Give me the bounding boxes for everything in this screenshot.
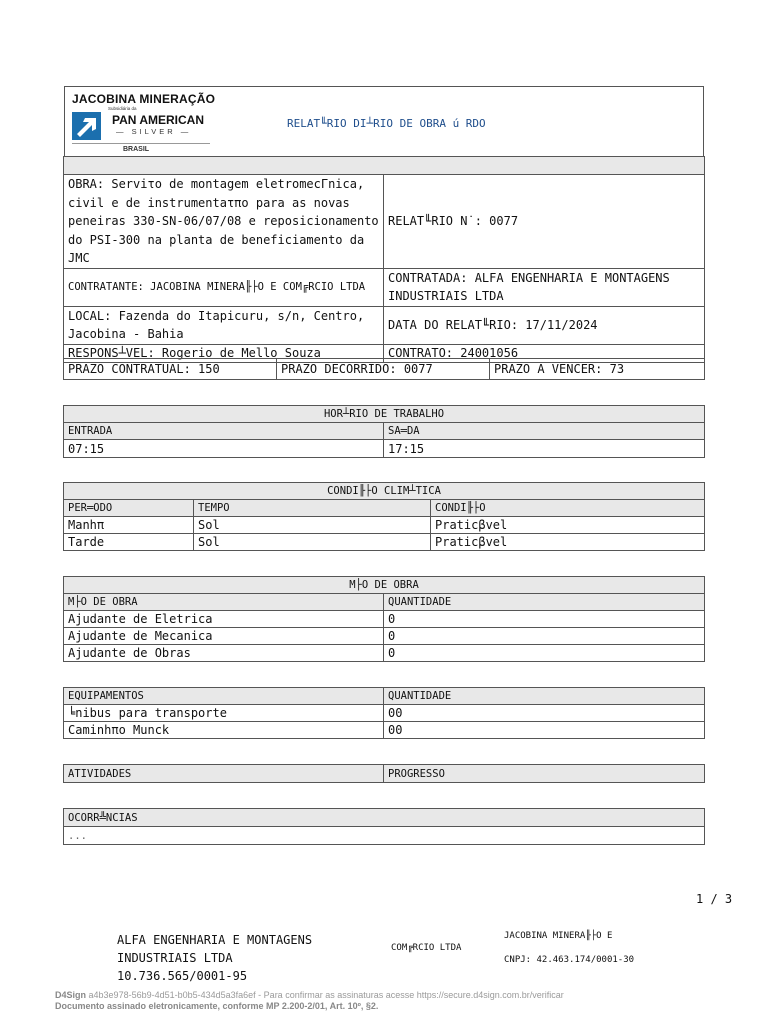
table-row <box>64 705 705 722</box>
quantidade-cell: 00 <box>384 722 705 739</box>
progresso-header: PROGRESSO <box>384 765 705 783</box>
footer-contratante-cnpj: CNPJ: 42.463.174/0001-30 <box>504 955 635 965</box>
equipamento-cell: Caminhπo Munck <box>64 722 384 739</box>
periodo-cell: Tarde <box>64 534 194 551</box>
table-row <box>64 611 705 628</box>
pan-american-logo-icon <box>72 112 101 140</box>
atividades-table <box>63 764 705 783</box>
clima-title: CONDI╟├O CLIM┴TICA <box>64 483 705 500</box>
contrato-field: CONTRATO: 24001056 <box>384 344 705 362</box>
data-relatorio-field: DATA DO RELAT╙RIO: 17/11/2024 <box>384 306 705 344</box>
ocorrencias-value: ... <box>64 827 705 845</box>
contratada-field: CONTRATADA: ALFA ENGENHARIA E MONTAGENS INDUSTRIAIS LTDA <box>384 268 705 306</box>
periodo-header: PER═ODO <box>64 500 194 517</box>
horario-title: HOR┴RIO DE TRABALHO <box>64 406 705 423</box>
logo-brand-sub: — SILVER — <box>116 127 192 136</box>
prazo-table <box>63 358 705 380</box>
local-field: LOCAL: Fazenda do Itapicuru, s/n, Centro, Jacobina - Bahia <box>64 306 384 344</box>
ocorrencias-table <box>63 808 705 845</box>
company-logo-text: JACOBINA MINERAÇÃO <box>72 92 216 106</box>
signature-verification-line: a4b3e978-56b9-4d51-b0b5-434d5a3fa6ef - Para confirmar as assinaturas acesse https://secure.d4sign.com.br/verificar <box>88 990 564 1000</box>
mao-obra-header: M├O DE OBRA <box>64 594 384 611</box>
prazo-contratual-field: PRAZO CONTRATUAL: 150 <box>64 359 277 380</box>
logo-country: BRASIL <box>123 146 150 153</box>
atividades-header: ATIVIDADES <box>64 765 384 783</box>
obra-field: OBRA: Serviτo de montagem eletromecΓnica, civil e de instrumentaτπo para as novas peneiras 330-SN-06/07/08 e reposicionamento do PSI-300 na planta de beneficiamento da JMC <box>64 175 384 269</box>
table-row <box>64 517 705 534</box>
table-row <box>64 645 705 662</box>
quantidade-cell: 00 <box>384 705 705 722</box>
quantidade-header: QUANTIDADE <box>384 594 705 611</box>
ocorrencias-header: OCORR╩NCIAS <box>64 809 705 827</box>
footer-contratada-name-1: ALFA ENGENHARIA E MONTAGENS <box>117 933 313 947</box>
mao-obra-table <box>63 576 705 662</box>
mao-obra-cell: Ajudante de Eletrica <box>64 611 384 628</box>
relatorio-number-field: RELAT╙RIO N˙: 0077 <box>384 175 705 269</box>
signature-legal-text: Documento assinado eletronicamente, conforme MP 2.200-2/01, Art. 10º, §2. <box>55 1001 379 1011</box>
condicao-header: CONDI╟├O <box>431 500 705 517</box>
report-info-table <box>63 156 705 363</box>
saida-header: SA═DA <box>384 423 705 440</box>
d4sign-brand: D4Sign <box>55 990 87 1000</box>
saida-value: 17:15 <box>384 440 705 458</box>
equipamentos-table <box>63 687 705 739</box>
table-row <box>64 722 705 739</box>
horario-table <box>63 405 705 458</box>
prazo-vencer-field: PRAZO A VENCER: 73 <box>490 359 705 380</box>
page-number: 1 / 3 <box>696 892 733 906</box>
footer-contratante-name-2: COM╔RCIO LTDA <box>391 943 462 953</box>
logo-subsidiary-text: Subsidiária da <box>108 106 137 111</box>
table-row <box>64 628 705 645</box>
contratante-field: CONTRATANTE: JACOBINA MINERA╟├O E COM╔RCIO LTDA <box>64 268 384 306</box>
tempo-header: TEMPO <box>194 500 431 517</box>
clima-table <box>63 482 705 551</box>
quantidade-header: QUANTIDADE <box>384 688 705 705</box>
prazo-decorrido-field: PRAZO DECORRIDO: 0077 <box>277 359 490 380</box>
condicao-cell: Praticβvel <box>431 534 705 551</box>
quantidade-cell: 0 <box>384 645 705 662</box>
entrada-header: ENTRADA <box>64 423 384 440</box>
mao-obra-cell: Ajudante de Mecanica <box>64 628 384 645</box>
periodo-cell: Manhπ <box>64 517 194 534</box>
entrada-value: 07:15 <box>64 440 384 458</box>
report-title: RELAT╙RIO DI┴RIO DE OBRA ú RDO <box>287 117 486 130</box>
equipamentos-header: EQUIPAMENTOS <box>64 688 384 705</box>
condicao-cell: Praticβvel <box>431 517 705 534</box>
responsavel-field: RESPONS┴VEL: Rogerio de Mello Souza <box>64 344 384 362</box>
footer-contratada-name-2: INDUSTRIAIS LTDA <box>117 951 233 965</box>
footer-contratada-cnpj: 10.736.565/0001-95 <box>117 969 248 983</box>
quantidade-cell: 0 <box>384 628 705 645</box>
equipamento-cell: ╘nibus para transporte <box>64 705 384 722</box>
footer-contratada <box>117 931 312 985</box>
mao-obra-title: M├O DE OBRA <box>64 577 705 594</box>
mao-obra-cell: Ajudante de Obras <box>64 645 384 662</box>
signature-verification-text <box>55 990 564 1000</box>
tempo-cell: Sol <box>194 534 431 551</box>
quantidade-cell: 0 <box>384 611 705 628</box>
logo-divider <box>72 143 210 144</box>
footer-contratante-name-1: JACOBINA MINERA╟├O E <box>504 931 613 941</box>
logo-brand-text: PAN AMERICAN <box>112 113 204 127</box>
info-spacer-row <box>64 157 705 175</box>
table-row <box>64 534 705 551</box>
tempo-cell: Sol <box>194 517 431 534</box>
